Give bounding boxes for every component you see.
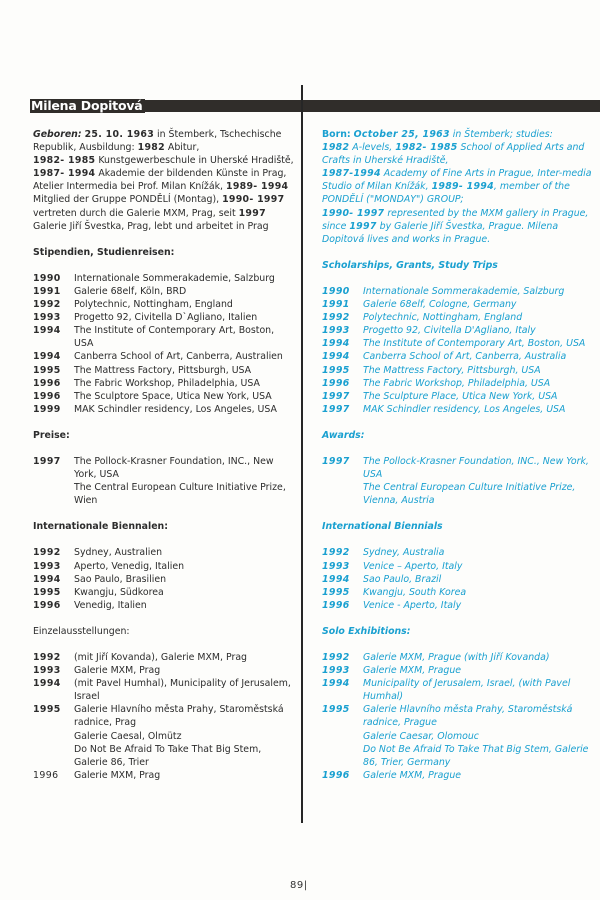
entry-text: Galerie 68elf, Cologne, Germany — [363, 299, 517, 311]
bio-text: Akademie der bildenden Künste in Prag, Atelier Intermedia bei Prof. Milan Knížák, — [33, 168, 287, 193]
list-item — [322, 651, 592, 664]
section-title-awards: Awards: — [322, 429, 365, 441]
entry-text: Sao Paulo, Brasilien — [74, 573, 167, 585]
entry-text: Do Not Be Afraid To Take That Big Stem, Galerie 86, Trier, Germany — [363, 743, 589, 768]
born-date: 25. 10. 1963 — [84, 129, 155, 140]
entry-text: Municipality of Jerusalem, Israel, (with Pavel Humhal) — [363, 678, 571, 703]
entry-year: 1994 — [322, 351, 350, 363]
born-label: Born: — [322, 129, 351, 140]
born-date: October 25, 1963 — [353, 129, 450, 140]
entry-year: 1990 — [322, 285, 350, 297]
scholarships-list — [33, 272, 295, 416]
bio-year: 1982 — [322, 142, 350, 154]
list-item — [322, 573, 592, 586]
list-item — [33, 560, 295, 573]
section-title-biennials: Internationale Biennalen: — [33, 521, 168, 533]
list-item — [33, 651, 295, 664]
entry-year: 1993 — [322, 560, 350, 572]
entry-year: 1997 — [322, 403, 350, 415]
entry-text: MAK Schindler residency, Los Angeles, USA — [74, 403, 277, 415]
bio-year: 1987- 1994 — [33, 168, 96, 180]
entry-text: Canberra School of Art, Canberra, Australien — [74, 351, 283, 363]
bio-text: Kunstgewerbeschule in Uherské Hradiště, — [95, 155, 294, 167]
entry-text: The Mattress Factory, Pittsburgh, USA — [363, 364, 541, 376]
list-item — [33, 703, 295, 729]
bio-text: Mitglied der Gruppe PONDĚLÍ (Montag), — [33, 194, 223, 206]
entry-text: The Central European Culture Initiative Prize, Vienna, Austria — [363, 482, 576, 507]
entry-year — [322, 743, 363, 769]
entry-text: The Institute of Contemporary Art, Boston, USA — [74, 325, 275, 350]
entry-year: 1991 — [322, 299, 350, 311]
list-item — [33, 311, 295, 324]
entry-text: The Central European Culture Initiative Prize, Wien — [74, 482, 286, 507]
list-item — [322, 560, 592, 573]
entry-year — [322, 730, 363, 743]
entry-year: 1995 — [322, 704, 350, 716]
section-title-solo: Einzelausstellungen: — [33, 625, 130, 637]
entry-year: 1994 — [322, 678, 350, 690]
entry-year: 1993 — [33, 560, 61, 572]
bio-text: School of Applied Arts and Crafts in Uherské Hradiště, — [322, 142, 585, 167]
entry-text: Internationale Sommerakademie, Salzburg — [363, 285, 565, 297]
entry-text: Galerie MXM, Prag — [74, 769, 161, 781]
list-item — [322, 298, 592, 311]
entry-text: Polytechnic, Nottingham, England — [363, 312, 523, 324]
entry-year: 1997 — [322, 390, 350, 402]
bio-year: 1989- 1994 — [226, 181, 289, 193]
list-item — [33, 377, 295, 390]
list-item — [322, 481, 592, 507]
entry-text: The Institute of Contemporary Art, Boston, USA — [363, 338, 586, 350]
entry-text: Galerie Caesal, Olmütz — [74, 730, 182, 742]
bio-text: represented by the MXM gallery in Prague, since — [322, 207, 589, 232]
list-item — [322, 364, 592, 377]
entry-year: 1995 — [322, 586, 350, 598]
list-item — [33, 677, 295, 703]
entry-text: Galerie MXM, Prague — [363, 769, 462, 781]
entry-year: 1993 — [33, 312, 61, 324]
list-item — [322, 337, 592, 350]
entry-year: 1995 — [322, 364, 350, 376]
bio-year: 1990- 1997 — [322, 207, 385, 219]
entry-year: 1993 — [33, 665, 61, 677]
bio-text: in Štemberk, Tschechische Republik, Ausbildung: — [33, 129, 282, 154]
bio-year: 1982- 1985 — [395, 142, 458, 154]
list-item — [33, 364, 295, 377]
entry-text: Galerie Caesar, Olomouc — [363, 730, 479, 742]
list-item — [322, 743, 592, 769]
list-item — [33, 455, 295, 481]
entry-text: Venice – Aperto, Italy — [363, 560, 463, 572]
section-title-solo: Solo Exhibitions: — [322, 625, 411, 637]
biennials-list — [33, 546, 295, 611]
list-item — [33, 546, 295, 559]
solo-list — [33, 651, 295, 782]
entry-text: (mit Jiří Kovanda), Galerie MXM, Prag — [74, 652, 248, 663]
entry-text: Kwangju, Südkorea — [74, 586, 164, 598]
list-item — [33, 390, 295, 403]
entry-year: 1994 — [33, 678, 61, 690]
section-title-awards: Preise: — [33, 429, 70, 441]
list-item — [33, 586, 295, 599]
bio-year: 1982 — [137, 142, 165, 154]
bio-text: Academy of Fine Arts in Prague, Inter-media Studio of Milan Knížák, — [322, 168, 592, 193]
bio-year: 1982- 1985 — [33, 155, 96, 167]
list-item — [322, 664, 592, 677]
bio-year: 1997 — [349, 220, 377, 232]
list-item — [33, 730, 295, 743]
bio-year: 1987-1994 — [322, 168, 381, 180]
bio-text: , member of the PONDĚLÍ ("MONDAY") GROUP; — [322, 181, 570, 206]
list-item — [322, 730, 592, 743]
list-item — [33, 481, 295, 507]
entry-text: Galerie MXM, Prag — [74, 665, 161, 677]
entry-text: The Pollock-Krasner Foundation, INC., New York, USA — [363, 455, 589, 481]
list-item — [322, 285, 592, 298]
entry-year: 1992 — [322, 547, 350, 559]
list-item — [322, 599, 592, 612]
german-bio-intro — [33, 128, 295, 233]
entry-text: Sydney, Australia — [363, 547, 445, 559]
bio-text: Abitur, — [164, 142, 200, 154]
list-item — [322, 703, 592, 729]
entry-text: MAK Schindler residency, Los Angeles, USA — [363, 403, 566, 415]
bio-text: A-levels, — [349, 142, 396, 154]
entry-year: 1992 — [322, 312, 350, 324]
entry-text: Progetto 92, Civitella D'Agliano, Italy — [363, 325, 536, 337]
entry-year: 1992 — [322, 652, 350, 663]
entry-text: Galerie MXM, Prague — [363, 665, 462, 677]
bio-text: by Galerie Jiří Švestka, Prague. Milena Dopitová lives and works in Prague. — [322, 220, 559, 245]
list-item — [33, 664, 295, 677]
entry-text: Galerie MXM, Prague (with Jiří Kovanda) — [363, 652, 550, 663]
column-divider — [301, 85, 303, 823]
entry-year: 1997 — [322, 455, 350, 467]
entry-year: 1994 — [33, 325, 61, 337]
entry-text: The Mattress Factory, Pittsburgh, USA — [74, 364, 252, 376]
list-item — [33, 324, 295, 350]
entry-year: 1997 — [33, 455, 61, 467]
list-item — [322, 403, 592, 416]
section-title-scholarships: Stipendien, Studienreisen: — [33, 246, 175, 258]
list-item — [322, 586, 592, 599]
entry-year: 1992 — [33, 299, 61, 311]
entry-text: (mit Pavel Humhal), Municipality of Jerusalem, Israel — [74, 678, 291, 703]
list-item — [322, 324, 592, 337]
list-item — [322, 390, 592, 403]
entry-year: 1996 — [322, 769, 350, 781]
bio-text: in Štemberk; studies: — [449, 129, 553, 140]
list-item — [322, 350, 592, 363]
biennials-list — [322, 546, 592, 611]
bio-year: 1990- 1997 — [222, 194, 285, 206]
entry-text: Sydney, Australien — [74, 547, 163, 559]
entry-year — [33, 730, 74, 743]
entry-year: 1996 — [33, 377, 61, 389]
list-item — [33, 573, 295, 586]
entry-year: 1996 — [33, 390, 61, 402]
entry-text: Aperto, Venedig, Italien — [74, 560, 185, 572]
list-item — [33, 298, 295, 311]
list-item — [322, 455, 592, 481]
list-item — [322, 769, 592, 782]
entry-text: The Pollock-Krasner Foundation, INC., New York, USA — [74, 455, 274, 481]
artist-name-heading: Milena Dopitová — [31, 98, 143, 113]
entry-year: 1994 — [322, 338, 350, 350]
list-item — [33, 769, 295, 782]
entry-text: The Fabric Workshop, Philadelphia, USA — [363, 377, 551, 389]
entry-text: Progetto 92, Civitella D`Agliano, Italien — [74, 312, 258, 324]
entry-year: 1995 — [33, 704, 61, 716]
list-item — [33, 285, 295, 298]
list-item — [33, 599, 295, 612]
bio-year: 1989- 1994 — [431, 181, 494, 193]
german-column — [33, 128, 295, 782]
list-item — [322, 311, 592, 324]
entry-text: Galerie 68elf, Köln, BRD — [74, 285, 187, 297]
entry-year: 1995 — [33, 364, 61, 376]
entry-text: Galerie Hlavního města Prahy, Staroměstská radnice, Prag — [74, 704, 284, 729]
entry-text: Do Not Be Afraid To Take That Big Stem, Galerie 86, Trier — [74, 743, 262, 768]
entry-year: 1996 — [33, 599, 61, 611]
page-number: 89| — [290, 880, 308, 891]
entry-year: 1994 — [33, 573, 61, 585]
entry-year: 1993 — [322, 665, 350, 677]
list-item — [33, 350, 295, 363]
entry-year: 1990 — [33, 272, 61, 284]
born-label: Geboren: — [33, 129, 82, 140]
entry-year — [33, 743, 74, 769]
entry-text: Canberra School of Art, Canberra, Australia — [363, 351, 567, 363]
entry-text: Galerie Hlavního města Prahy, Staroměstská radnice, Prague — [363, 704, 573, 729]
list-item — [33, 272, 295, 285]
english-bio-intro — [322, 128, 592, 246]
entry-year: 1994 — [33, 351, 61, 363]
list-item — [33, 403, 295, 416]
entry-year: 1995 — [33, 586, 61, 598]
awards-list — [322, 455, 592, 507]
scholarships-list — [322, 285, 592, 416]
entry-text: Venedig, Italien — [74, 599, 147, 611]
entry-text: The Sculpture Place, Utica New York, USA — [363, 390, 558, 402]
entry-year: 1999 — [33, 403, 61, 415]
entry-year: 1993 — [322, 325, 350, 337]
bio-year: 1997 — [238, 207, 266, 219]
list-item — [322, 546, 592, 559]
entry-text: The Sculptore Space, Utica New York, USA — [74, 390, 272, 402]
bio-text: Galerie Jiří Švestka, Prag, lebt und arbeitet in Prag — [33, 220, 269, 232]
entry-year — [322, 481, 363, 507]
entry-text: The Fabric Workshop, Philadelphia, USA — [74, 377, 260, 389]
entry-text: Polytechnic, Nottingham, England — [74, 299, 233, 311]
entry-year: 1996 — [322, 599, 350, 611]
entry-year: 1996 — [322, 377, 350, 389]
entry-year: 1991 — [33, 285, 61, 297]
section-title-scholarships: Scholarships, Grants, Study Trips — [322, 259, 498, 271]
english-column — [322, 128, 592, 782]
list-item — [322, 377, 592, 390]
section-title-biennials: International Biennials — [322, 521, 443, 533]
entry-year: 1992 — [33, 652, 61, 663]
bio-text: vertreten durch die Galerie MXM, Prag, seit — [33, 207, 239, 219]
entry-year: 1994 — [322, 573, 350, 585]
list-item — [33, 743, 295, 769]
awards-list — [33, 455, 295, 507]
entry-text: Internationale Sommerakademie, Salzburg — [74, 272, 275, 284]
list-item — [322, 677, 592, 703]
entry-text: Sao Paulo, Brazil — [363, 573, 442, 585]
entry-text: Kwangju, South Korea — [363, 586, 467, 598]
entry-year: 1996 — [33, 769, 59, 781]
entry-text: Venice - Aperto, Italy — [363, 599, 462, 611]
solo-list — [322, 651, 592, 782]
entry-year — [33, 481, 74, 507]
entry-year: 1992 — [33, 547, 61, 559]
